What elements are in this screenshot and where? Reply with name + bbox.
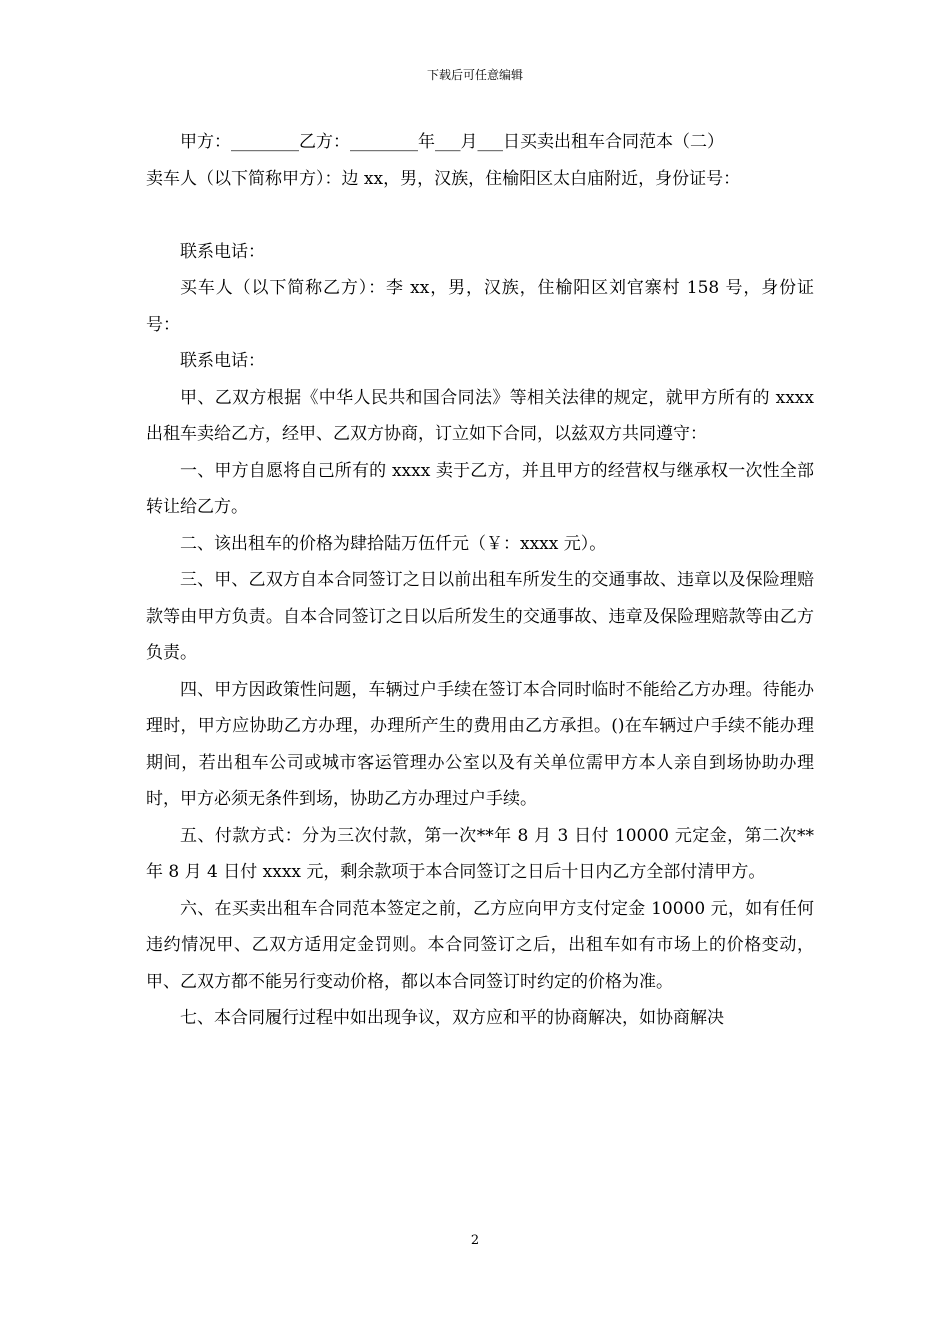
contract-preamble: 甲、乙双方根据《中华人民共和国合同法》等相关法律的规定，就甲方所有的 xxxx 出租车卖给乙方，经甲、乙双方协商，订立如下合同，以兹双方共同遵守： — [146, 387, 814, 444]
buyer-phone: 联系电话： — [180, 351, 265, 371]
clause-5: 五、付款方式：分为三次付款，第一次**年 8 月 3 日付 10000 元定金，第二次**年 8 月 4 日付 xxxx 元，剩余款项于本合同签订之日后十日内乙方全部付清甲方。 — [146, 825, 814, 882]
contract-body — [146, 124, 814, 1037]
clause-3: 三、甲、乙双方自本合同签订之日以前出租车所发生的交通事故、违章以及保险理赔款等由甲方负责。自本合同签订之日以后所发生的交通事故、违章及保险理赔款等由乙方负责。 — [146, 570, 814, 663]
page-number: 2 — [470, 1233, 480, 1248]
buyer-info: 买车人（以下简称乙方）：李 xx，男，汉族，住榆阳区刘官寨村 158 号，身份证号： — [146, 278, 814, 335]
clause-2: 二、该出租车的价格为肆拾陆万伍仟元（￥：xxxx 元）。 — [180, 533, 607, 554]
contract-title-line: 甲方：________乙方：________年___月___日买卖出租车合同范本（二） — [180, 132, 724, 152]
clause-7: 七、本合同履行过程中如出现争议，双方应和平的协商解决，如协商解决 — [180, 1008, 724, 1028]
page-header-note: 下载后可任意编辑 — [426, 68, 523, 82]
clause-4: 四、甲方因政策性问题，车辆过户手续在签订本合同时临时不能给乙方办理。待能办理时，甲方应协助乙方办理，办理所产生的费用由乙方承担。()在车辆过户手续不能办理期间，若出租车公司或城市客运管理办公室以及有关单位需甲方本人亲自到场协助办理时，甲方必须无条件到场，协助乙方办理过户手续。 — [146, 679, 814, 809]
seller-info: 卖车人（以下简称甲方）：边 xx，男，汉族，住榆阳区太白庙附近，身份证号： — [146, 168, 741, 189]
clause-1: 一、甲方自愿将自己所有的 xxxx 卖于乙方，并且甲方的经营权与继承权一次性全部转让给乙方。 — [146, 460, 814, 517]
clause-6: 六、在买卖出租车合同范本签定之前，乙方应向甲方支付定金 10000 元，如有任何违约情况甲、乙双方适用定金罚则。本合同签订之后，出租车如有市场上的价格变动，甲、乙双方都不能另行变动价格，都以本合同签订时约定的价格为准。 — [146, 898, 814, 992]
seller-phone: 联系电话： — [180, 241, 265, 262]
